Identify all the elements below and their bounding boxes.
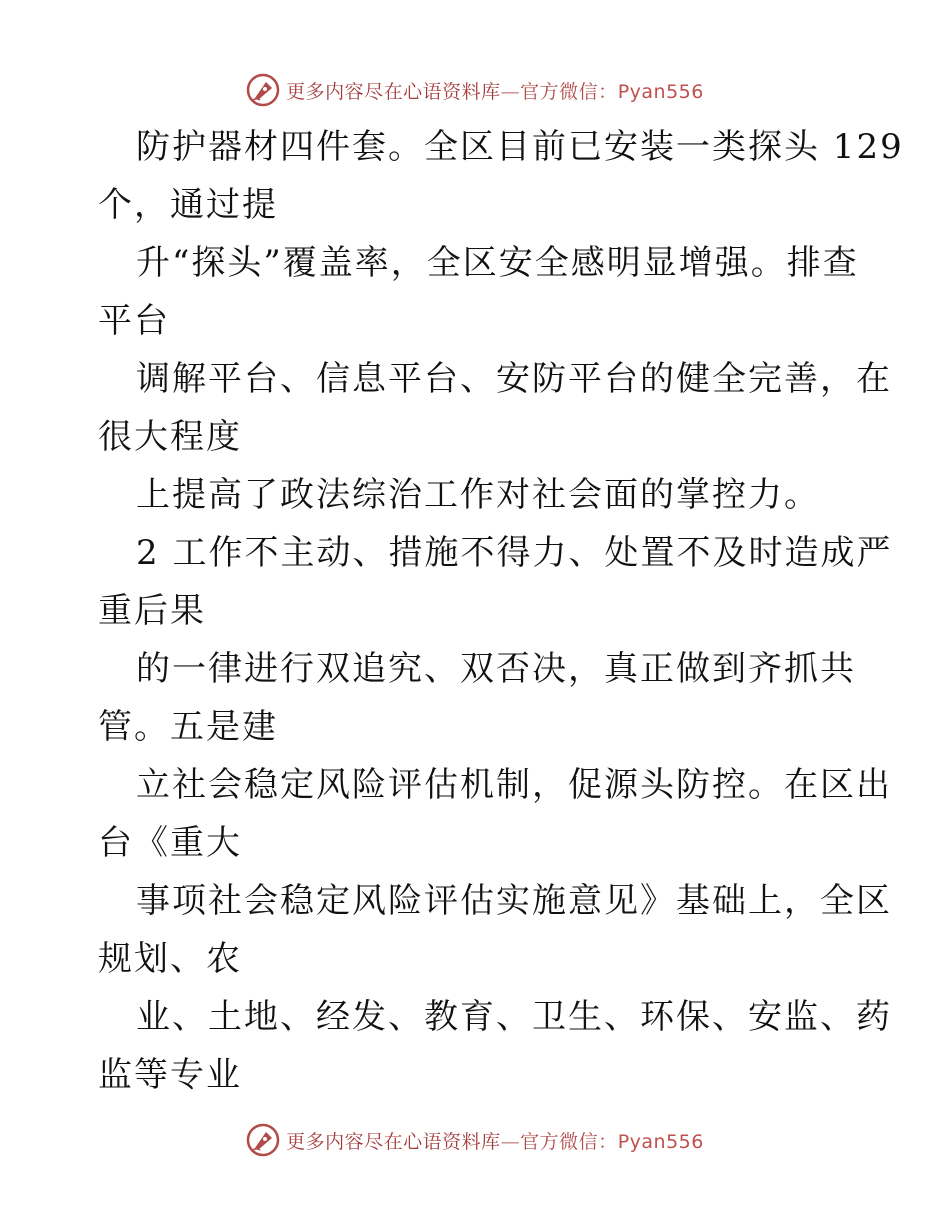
footer-watermark-banner (0, 1120, 950, 1160)
watermark-text (286, 77, 704, 104)
body-line: 平台 (98, 301, 170, 341)
body-line: 立社会稳定风险评估机制，促源头防控。在区出 (136, 765, 892, 805)
watermark-wechat-id: Pyan556 (617, 1130, 704, 1153)
body-line: 2 工作不主动、措施不得力、处置不及时造成严 (136, 533, 893, 573)
document-body (98, 118, 904, 1104)
body-line: 台《重大 (98, 823, 242, 863)
watermark-brand: 更多内容尽在心语资料库 (286, 1130, 501, 1153)
body-line: 业、土地、经发、教育、卫生、环保、安监、药 (136, 997, 892, 1037)
body-line: 上提高了政法综治工作对社会面的掌控力。 (136, 475, 820, 515)
body-line: 的一律进行双追究、双否决，真正做到齐抓共 (136, 649, 856, 689)
header-watermark (246, 73, 704, 107)
pen-nib-circle-icon (246, 73, 280, 107)
watermark-wechat-label: 官方微信： (520, 1130, 618, 1153)
watermark-text (286, 1127, 704, 1154)
body-line: 事项社会稳定风险评估实施意见》基础上，全区 (136, 881, 892, 921)
header-watermark-banner (0, 70, 950, 110)
body-line: 重后果 (98, 591, 206, 631)
body-line: 调解平台、信息平台、安防平台的健全完善，在 (136, 359, 892, 399)
watermark-wechat-label: 官方微信： (520, 80, 618, 103)
body-line: 个，通过提 (98, 185, 278, 225)
body-line: 很大程度 (98, 417, 242, 457)
watermark-wechat-id: Pyan556 (617, 80, 704, 103)
watermark-dash: — (500, 80, 521, 103)
body-line: 升“探头”覆盖率，全区安全感明显增强。排查 (136, 243, 859, 283)
body-line: 防护器材四件套。全区目前已安装一类探头 129 (136, 127, 904, 167)
footer-watermark (246, 1123, 704, 1157)
watermark-dash: — (500, 1130, 521, 1153)
body-line: 规划、农 (98, 939, 242, 979)
watermark-brand: 更多内容尽在心语资料库 (286, 80, 501, 103)
body-line: 监等专业 (98, 1055, 242, 1095)
pen-nib-circle-icon (246, 1123, 280, 1157)
body-line: 管。五是建 (98, 707, 278, 747)
